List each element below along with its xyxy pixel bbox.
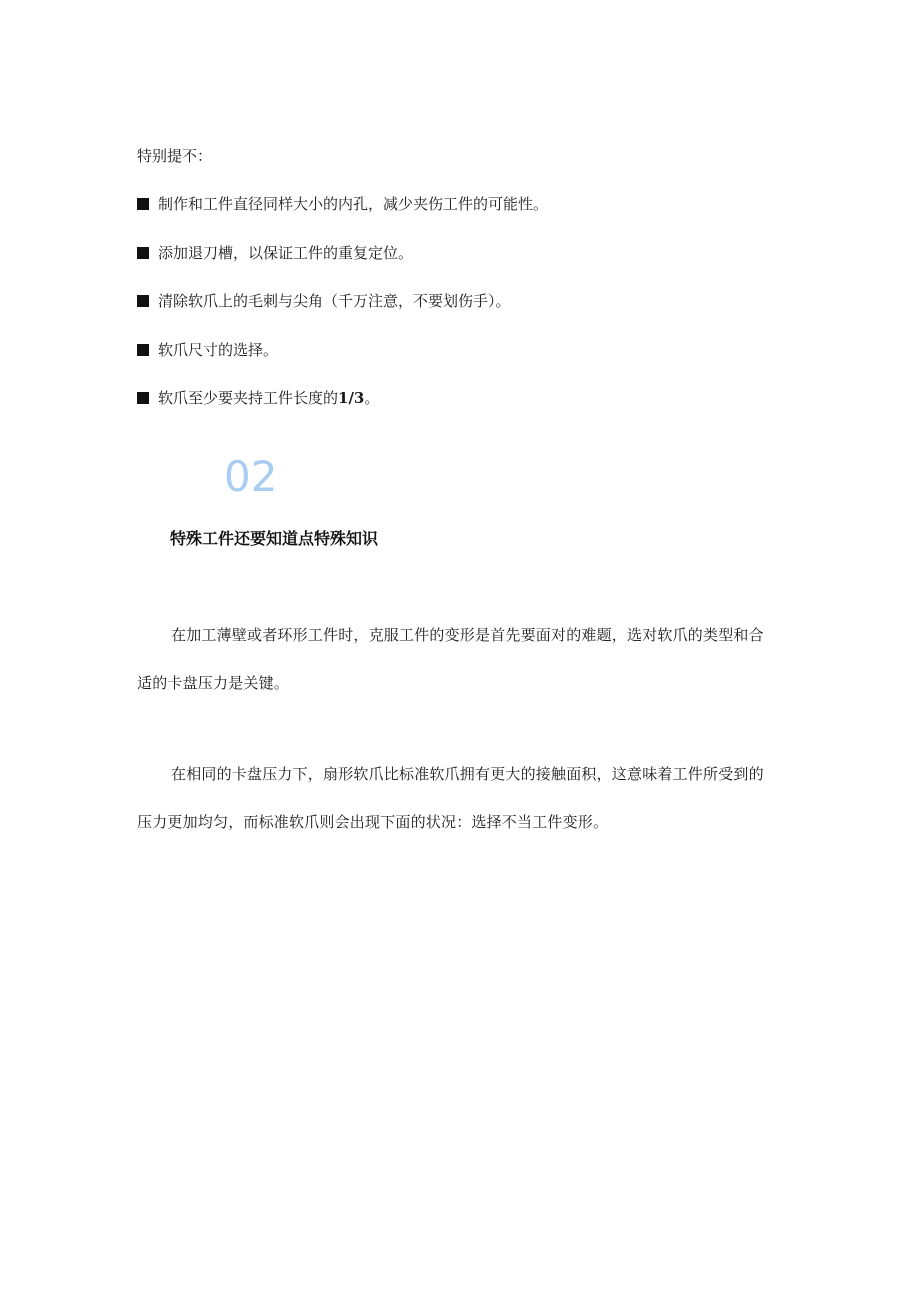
intro-text: 特别提不： [137, 147, 213, 165]
list-item-text-main: 软爪至少要夹持工件长度的 [158, 389, 339, 407]
list-item [137, 194, 548, 243]
tips-list [137, 194, 548, 437]
list-item-text: 制作和工件直径同样大小的内孔，减少夹伤工件的可能性。 [158, 195, 549, 213]
square-bullet-icon [137, 344, 149, 356]
square-bullet-icon [137, 392, 149, 404]
list-item-text: 软爪尺寸的选择。 [158, 340, 279, 359]
list-item-text [158, 388, 379, 408]
section-number: 02 [224, 452, 278, 501]
list-item [137, 243, 548, 292]
list-item-suffix: 。 [364, 389, 380, 407]
square-bullet-icon [137, 295, 149, 307]
list-item [137, 388, 548, 437]
list-item-emphasis: 1/3 [338, 389, 365, 407]
square-bullet-icon [137, 247, 149, 259]
section-title: 特殊工件还要知道点特殊知识 [170, 529, 379, 548]
body-paragraph: 在相同的卡盘压力下，扇形软爪比标准软爪拥有更大的接触面积，这意味着工件所受到的压力更加均匀，而标准软爪则会出现下面的状况：选择不当工件变形。 [137, 765, 764, 831]
list-item [137, 291, 548, 340]
square-bullet-icon [137, 198, 149, 210]
list-item [137, 340, 548, 389]
body-paragraph: 在加工薄壁或者环形工件时，克服工件的变形是首先要面对的难题，选对软爪的类型和合适的卡盘压力是关键。 [137, 626, 764, 692]
list-item-text: 添加退刀槽，以保证工件的重复定位。 [158, 243, 414, 262]
list-item-text: 清除软爪上的毛刺与尖角（千万注意，不要划伤手）。 [158, 292, 511, 310]
